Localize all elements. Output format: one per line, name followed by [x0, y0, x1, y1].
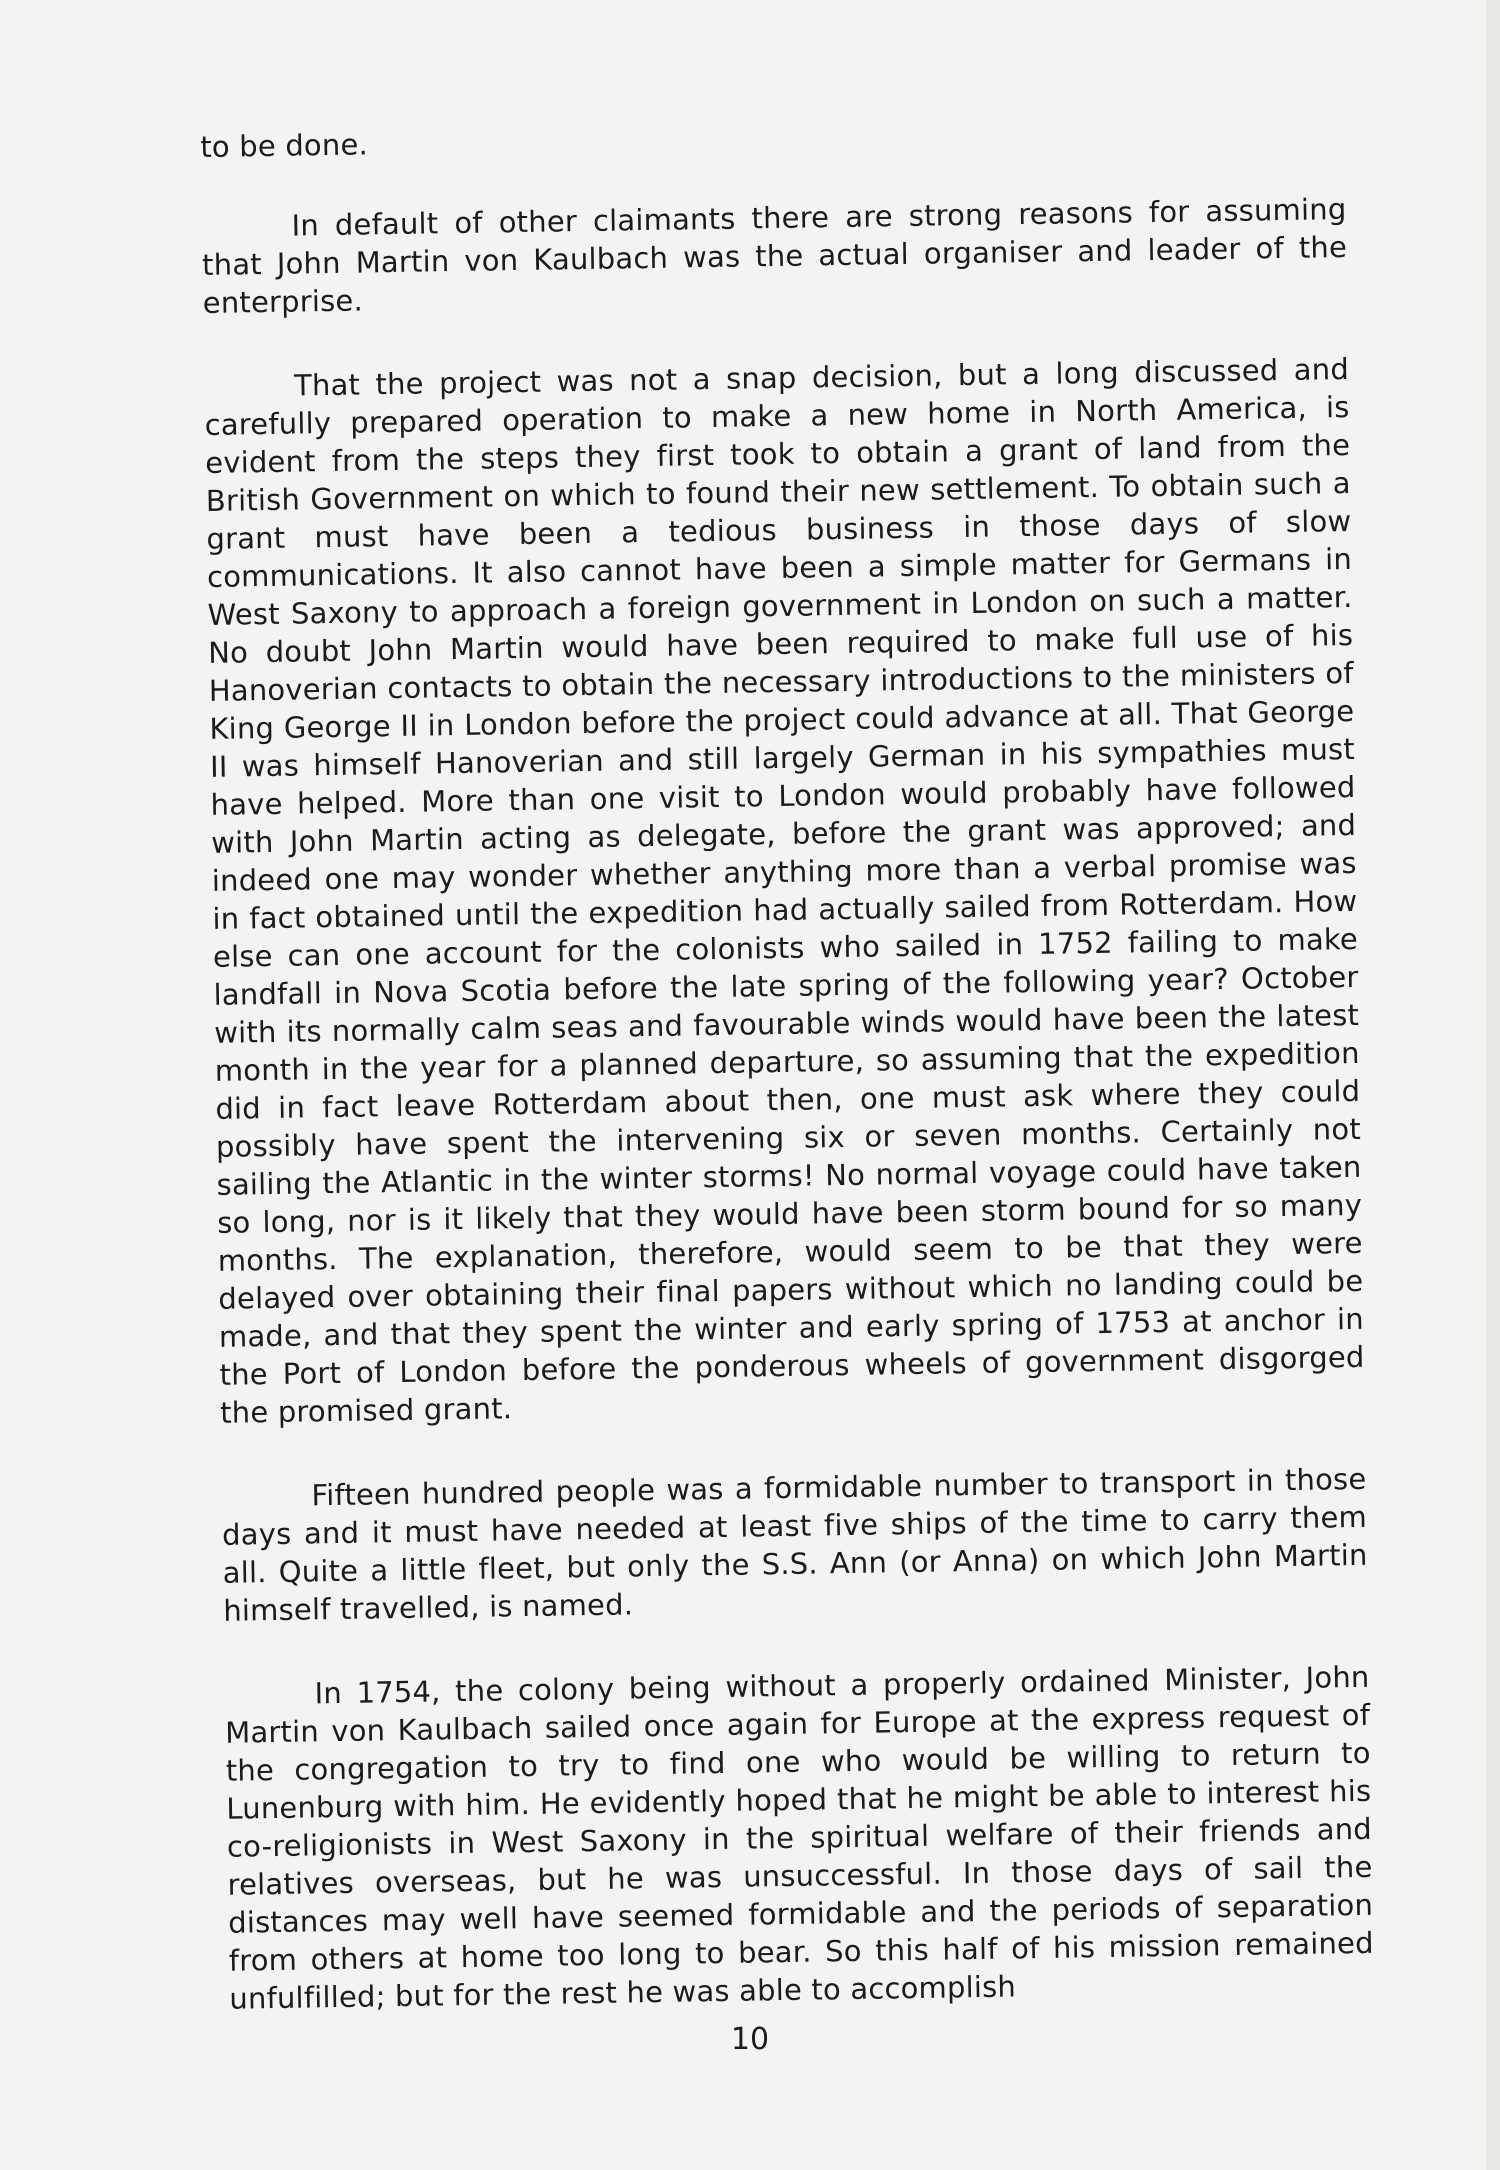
paragraph-project: That the project was not a snap decision, but a long discussed and carefully prepared operation to make a new home in North America, is evident from the steps they first took to obtain a grant of land from the British Government on which to found their new settlement. To obtain such a grant must have been a tedious business in those days of slow communications. It also cannot have been a simple matter for Germans in West Saxony to approach a foreign government in London on such a matter. No doubt John Martin would have been required to make full use of his Hanoverian contacts to obtain the necessary introductions to the ministers of King George II in London before the project could advance at all. That George II was himself Hanoverian and still largely German in his sympathies must have helped. More than one visit to London would probably have followed with John Martin acting as delegate, before the grant was approved; and indeed one may wonder whether anything more than a verbal promise was in fact obtained until the expedition had actually sailed from Rotterdam. How else can one account for the colonists who sailed in 1752 failing to make landfall in Nova Scotia before the late spring of the following year? October with its normally calm seas and favourable winds would have been the latest month in the year for a planned departure, so assuming that the expedition did in fact leave Rotterdam about then, one must ask where they could possibly have spent the intervening six or seven months. Certainly not sailing the Atlantic in the winter storms! No normal voyage could have taken so long, nor is it likely that they would have been storm bound for so many months. The explanation, therefore, would seem to be that they were delayed over obtaining their final papers without which no landing could be made, and that they spent the winter and early spring of 1753 at anchor in the Port of London before the ponderous wheels of government disgorged the promised grant.	[204, 351, 1365, 1430]
paragraph-claimants: In default of other claimants there are strong reasons for assuming that John Martin von Kaulbach was the actual organiser and leader of the enterprise.	[201, 192, 1348, 320]
body-text	[200, 110, 1375, 2064]
page-edge-shadow	[1486, 0, 1500, 2170]
paragraph-minister: In 1754, the colony being without a properly ordained Minister, John Martin von Kaulbach sailed once again for Europe at the express request of the congregation to try to find one who would be willing to return to Lunenburg with him. He evidently hoped that he might be able to interest his co-religionists in West Saxony in the spiritual welfare of their friends and relatives overseas, but he was unsuccessful. In those days of sail the distances may well have seemed formidable and the periods of separation from others at home too long to bear. So this half of his mission remained unfulfilled; but for the rest he was able to accomplish	[224, 1659, 1374, 2016]
page-number: 10	[730, 2022, 770, 2057]
paragraph-fleet: Fifteen hundred people was a formidable number to transport in those days and it must have needed at least five ships of the time to carry them all. Quite a little fleet, but only the S.S. Ann (or Anna) on which John Martin himself travelled, is named.	[221, 1461, 1368, 1628]
paragraph-continuation: to be done.	[200, 127, 369, 164]
